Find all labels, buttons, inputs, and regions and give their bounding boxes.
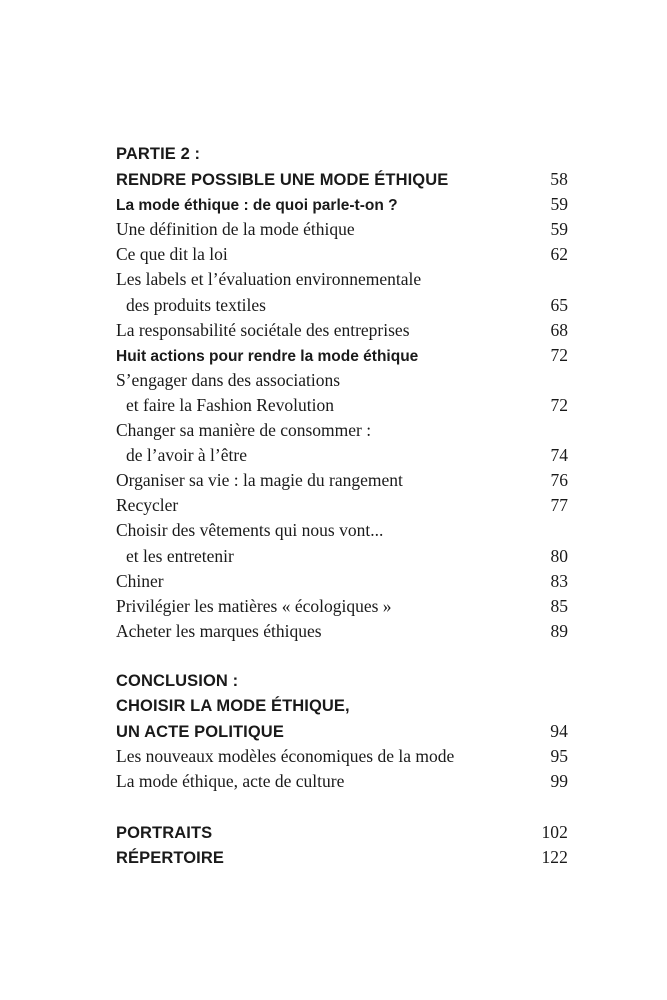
page-number: 72 <box>550 344 568 365</box>
entry-title: Choisir des vêtements qui nous vont... <box>116 520 384 541</box>
page-number: 68 <box>550 319 568 340</box>
section-title: La mode éthique : de quoi parle-t-on ? <box>116 197 398 215</box>
section-title: Huit actions pour rendre la mode éthique <box>116 347 419 365</box>
entry-title: Chiner <box>116 570 164 591</box>
portraits-row <box>116 820 568 845</box>
entry-title: Les nouveaux modèles économiques de la mode <box>116 746 455 767</box>
conclusion-title-line1: CHOISIR LA MODE ÉTHIQUE, <box>116 697 350 716</box>
repertoire-title: RÉPERTOIRE <box>116 848 224 867</box>
page-number: 85 <box>550 595 568 616</box>
entry-title: La mode éthique, acte de culture <box>116 771 345 792</box>
page-number: 94 <box>550 721 568 742</box>
page-number: 99 <box>550 771 568 792</box>
table-of-contents <box>116 142 568 870</box>
page-number: 102 <box>541 821 568 842</box>
page-number: 74 <box>550 445 568 466</box>
toc-entry <box>116 368 568 393</box>
entry-title: Ce que dit la loi <box>116 244 228 265</box>
section-row <box>116 192 568 217</box>
entry-title: Privilégier les matières « écologiques » <box>116 595 392 616</box>
toc-entry <box>116 518 568 543</box>
toc-entry-continuation <box>116 443 568 468</box>
conclusion-title-row <box>116 694 568 719</box>
toc-entry <box>116 418 568 443</box>
toc-entry <box>116 569 568 594</box>
entry-title: Les labels et l’évaluation environnementale <box>116 269 422 290</box>
conclusion-label-row <box>116 669 568 694</box>
entry-title: La responsabilité sociétale des entreprises <box>116 319 410 340</box>
page-number: 59 <box>550 219 568 240</box>
toc-entry <box>116 318 568 343</box>
entry-title: Acheter les marques éthiques <box>116 620 322 641</box>
page-number: 65 <box>550 294 568 315</box>
toc-entry <box>116 619 568 644</box>
page-number: 80 <box>550 545 568 566</box>
spacer <box>116 644 568 669</box>
toc-entry <box>116 744 568 769</box>
entry-title: Une définition de la mode éthique <box>116 219 355 240</box>
page-number: 122 <box>541 846 568 867</box>
page-number: 72 <box>550 394 568 415</box>
page-number: 77 <box>550 495 568 516</box>
toc-entry <box>116 217 568 242</box>
toc-entry-continuation <box>116 544 568 569</box>
toc-entry <box>116 242 568 267</box>
repertoire-row <box>116 845 568 870</box>
toc-entry-continuation <box>116 293 568 318</box>
conclusion-title-row <box>116 719 568 744</box>
portraits-title: PORTRAITS <box>116 823 213 842</box>
part-title: RENDRE POSSIBLE UNE MODE ÉTHIQUE <box>116 171 449 190</box>
entry-title-continuation: des produits textiles <box>126 294 266 315</box>
page-number: 62 <box>550 244 568 265</box>
toc-entry <box>116 493 568 518</box>
page-number: 83 <box>550 570 568 591</box>
spacer <box>116 794 568 819</box>
entry-title-continuation: et les entretenir <box>126 545 234 566</box>
page-number: 59 <box>550 194 568 215</box>
entry-title: Recycler <box>116 495 179 516</box>
page-number: 95 <box>550 746 568 767</box>
part-label: PARTIE 2 : <box>116 145 201 163</box>
conclusion-label: CONCLUSION : <box>116 671 239 690</box>
entry-title-continuation: et faire la Fashion Revolution <box>126 394 335 415</box>
entry-title: Organiser sa vie : la magie du rangement <box>116 470 403 491</box>
toc-entry <box>116 267 568 292</box>
part-label-row <box>116 142 568 167</box>
toc-entry <box>116 769 568 794</box>
entry-title-continuation: de l’avoir à l’être <box>126 445 247 466</box>
section-row <box>116 343 568 368</box>
entry-title: S’engager dans des associations <box>116 369 341 390</box>
page-number: 89 <box>550 620 568 641</box>
toc-entry <box>116 468 568 493</box>
page-number: 76 <box>550 470 568 491</box>
conclusion-title-line2: UN ACTE POLITIQUE <box>116 723 284 742</box>
entry-title: Changer sa manière de consommer : <box>116 420 372 441</box>
toc-entry-continuation <box>116 393 568 418</box>
page-number: 58 <box>550 169 568 190</box>
part-title-row <box>116 167 568 192</box>
toc-entry <box>116 594 568 619</box>
